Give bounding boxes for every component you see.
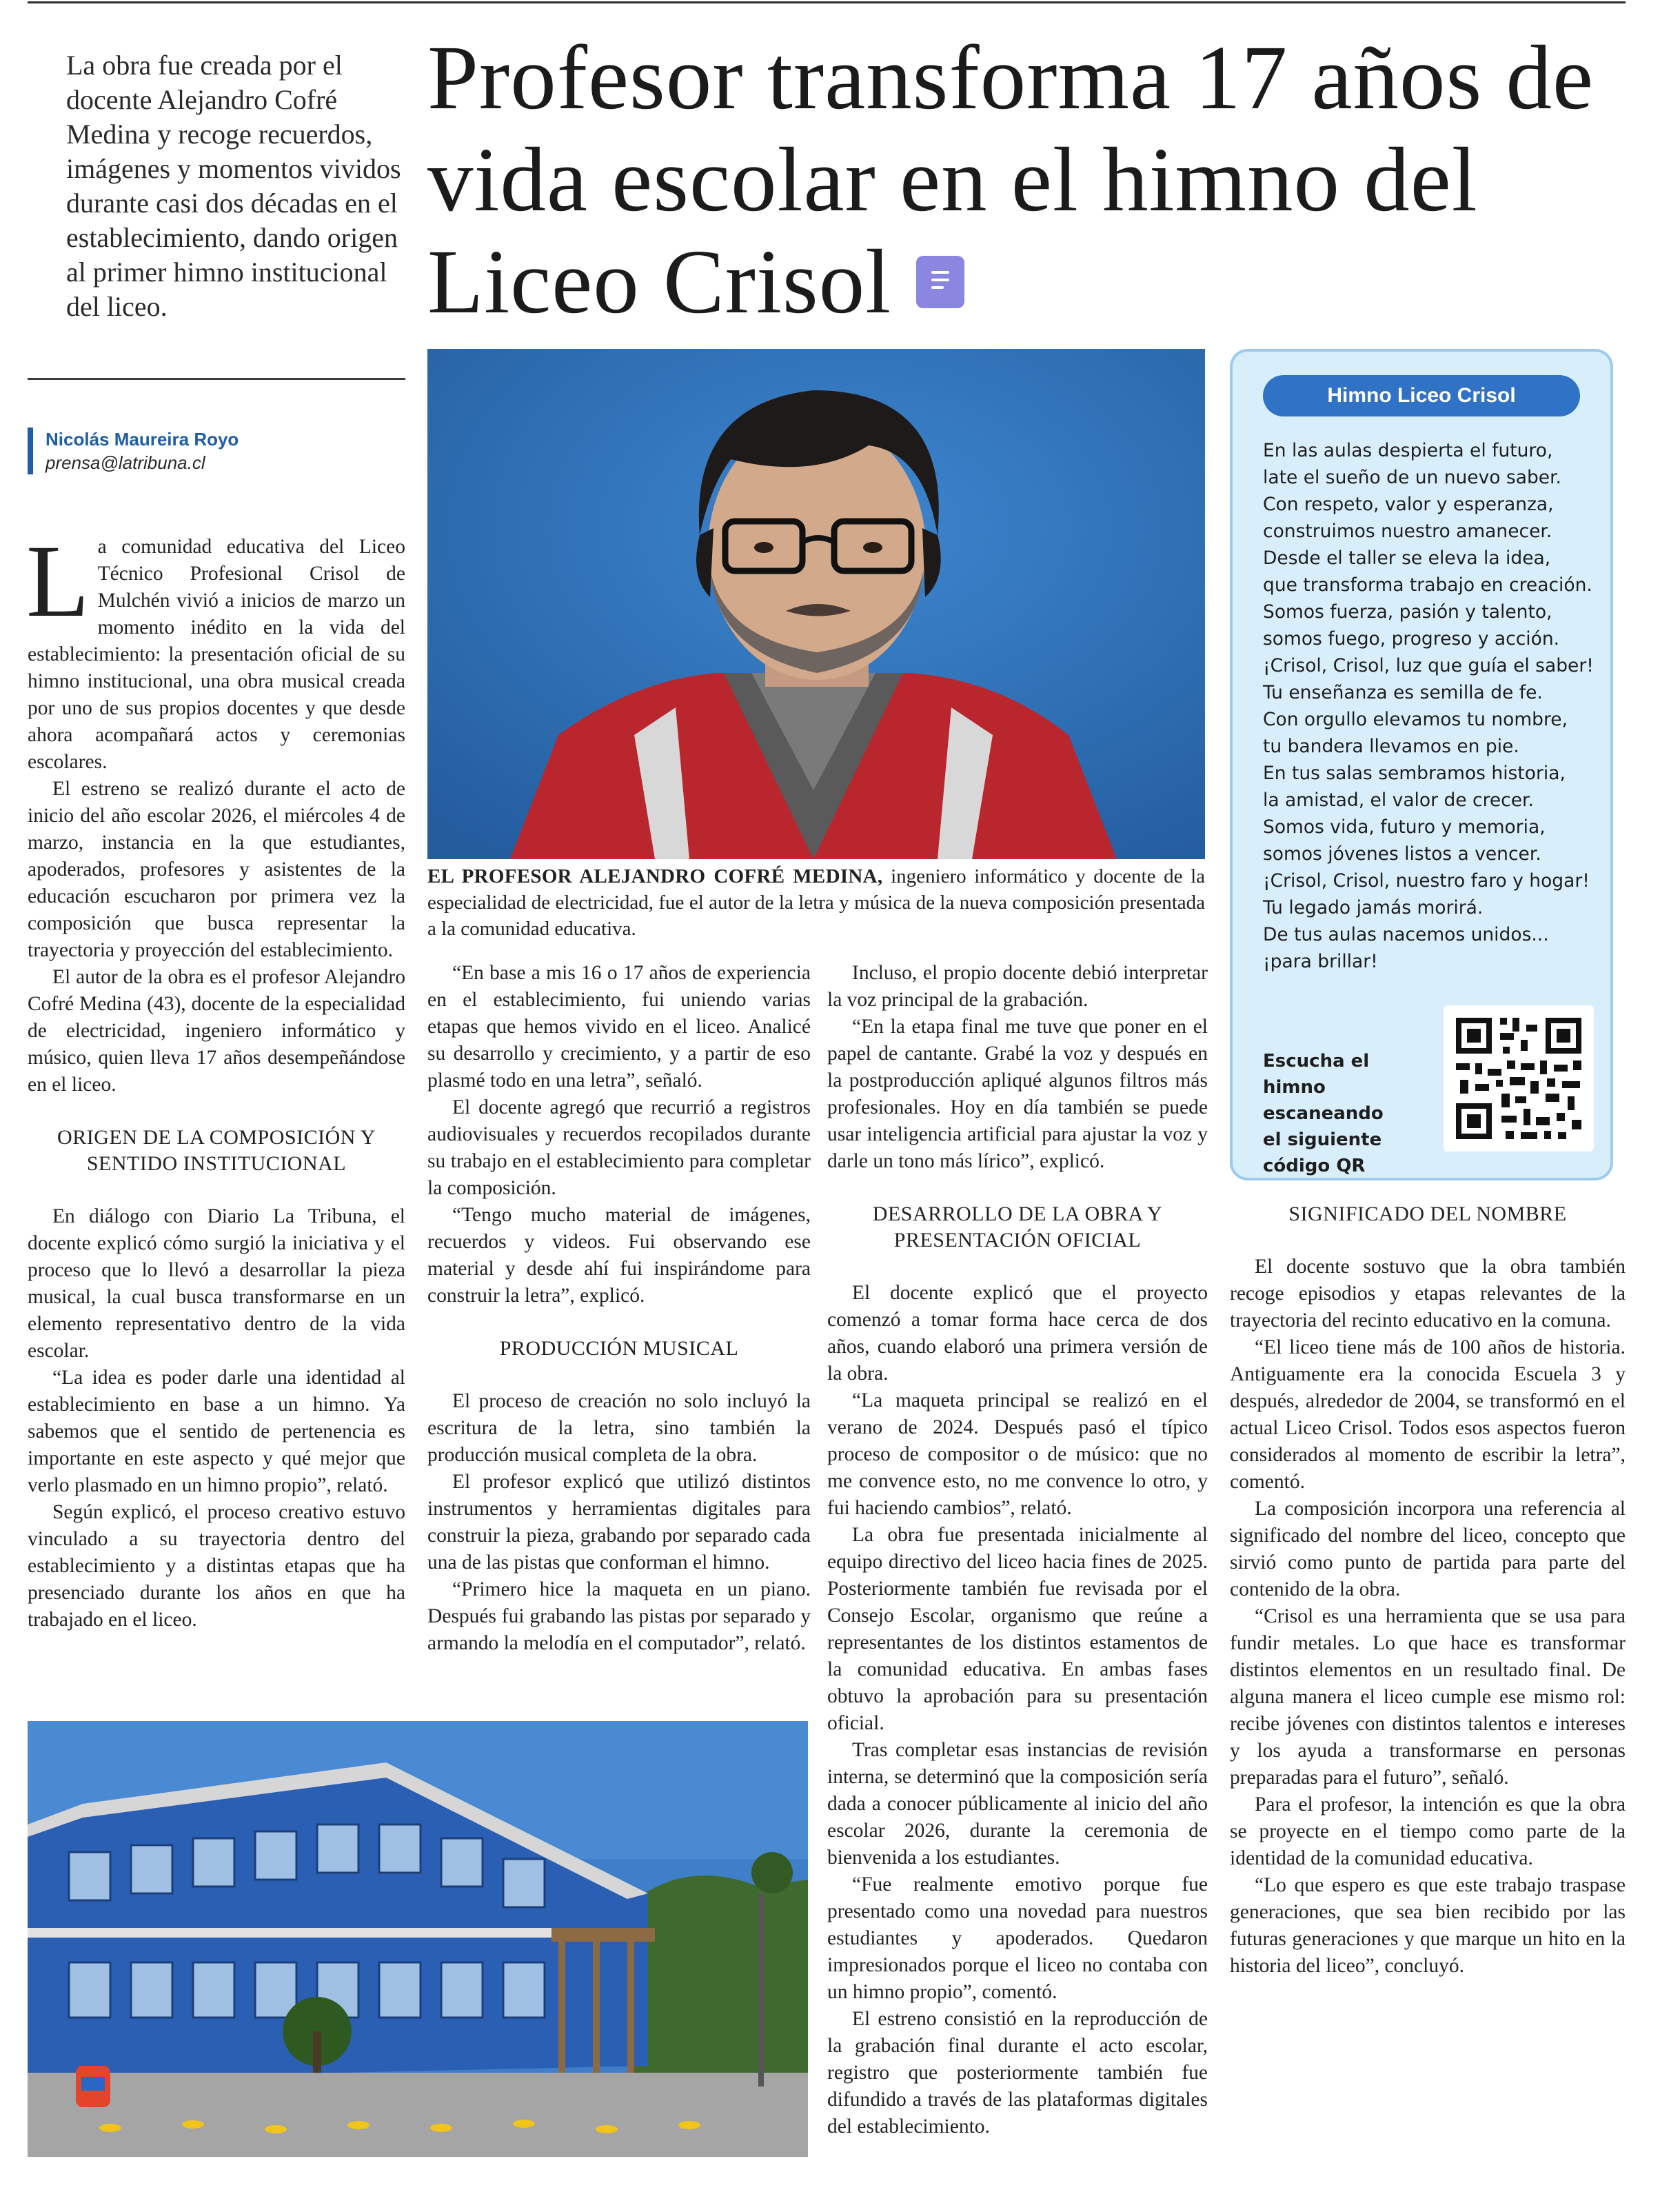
document-icon[interactable] (916, 256, 964, 308)
article-deck: La obra fue creada por el docente Alejandro Cofré Medina y recoge recuerdos, imágenes y momentos vividos durante casi dos décadas en el establecimiento, dando origen al primer himno institucional del liceo. (66, 50, 401, 322)
lead-paragraph: La comunidad educativa del Liceo Técnico Profesional Crisol de Mulchén vivió a inicios de marzo un momento inédito en la vida del establecimiento: la presentación oficial de su himno institucional, una obra musical creada por uno de sus propios docentes y que desde ahora acompañará actos y ceremonias escolares. (26, 524, 405, 773)
paragraph: El profesor explicó que utilizó distintos instrumentos y herramientas digitales para construir la pieza, grabando por separado cada una de las pistas que conforman el himno. (427, 1471, 811, 1573)
section-heading-origen: ORIGEN DE LA COMPOSICIÓN Y SENTIDO INSTITUCIONAL (57, 1126, 376, 1175)
lyric-line: Tu enseñanza es semilla de fe. (1263, 682, 1543, 703)
lyric-line: ¡para brillar! (1263, 951, 1378, 972)
lyric-line: la amistad, el valor de crecer. (1263, 790, 1534, 811)
lyric-line: ¡Crisol, Crisol, nuestro faro y hogar! (1263, 870, 1590, 892)
article-headline (427, 26, 1641, 332)
paragraph: “La idea es poder darle una identidad al establecimiento en base a un himno. Ya sabemos que el sentido de pertenencia es importante en este aspecto y qué mejor que verlo plasmado en un himno propio”, relató. (28, 1367, 405, 1496)
paragraph: El autor de la obra es el profesor Alejandro Cofré Medina (43), docente de la especialidad de electricidad, ingeniero informático y músico, quien lleva 17 años desempeñándose en el liceo. (28, 966, 405, 1096)
paragraph: “Fue realmente emotivo porque fue presentado como una novedad para nuestros estudiantes y apoderados. Quedaron impresionados porque el liceo no contaba con un himno propio”, comentó. (827, 1873, 1208, 2003)
lyric-line: construimos nuestro amanecer. (1263, 521, 1552, 542)
lyric-line: somos jóvenes listos a vencer. (1263, 843, 1541, 865)
lyric-line: Somos vida, futuro y memoria, (1263, 816, 1546, 838)
top-rule (28, 1, 1626, 3)
article-column-2 (427, 960, 811, 1657)
deck-rule (28, 378, 405, 380)
paragraph: El estreno consistió en la reproducción de la grabación final durante el acto escolar, registro que posteriormente también fue difundido a través de las plataformas digitales del establecimiento. (827, 2008, 1208, 2138)
lyric-line: somos fuego, progreso y acción. (1263, 628, 1560, 650)
headline-text: Profesor transforma 17 años de vida escolar en el himno del Liceo Crisol (427, 26, 1595, 332)
author-email[interactable]: prensa@latribuna.cl (45, 452, 205, 473)
school-building-photo (28, 1721, 808, 2157)
paragraph: “La maqueta principal se realizó en el verano de 2024. Después pasó el típico proceso de compositor o de músico: que no me convence esto, no me convence lo otro, y fui haciendo cambios”, relató. (827, 1389, 1208, 1519)
article-column-3 (827, 960, 1208, 2140)
lyric-line: ¡Crisol, Crisol, luz que guía el saber! (1263, 655, 1594, 676)
section-heading-produccion: PRODUCCIÓN MUSICAL (499, 1337, 739, 1360)
paragraph: “El liceo tiene más de 100 años de historia. Antiguamente era la conocida Escuela 3 y después, alrededor de 2004, se transformó en el actual Liceo Crisol. Todos esos aspectos fueron considerados al momento de escribir la letra”, comentó. (1230, 1336, 1626, 1493)
anthem-lyrics (1263, 437, 1598, 975)
anthem-sidebar (1230, 349, 1613, 1180)
paragraph: Para el profesor, la intención es que la obra se proyecte en el tiempo como parte de la identidad de la comunidad educativa. (1230, 1793, 1626, 1869)
paragraph: Tras completar esas instancias de revisión interna, se determinó que la composición sería dada a conocer públicamente al inicio del año escolar 2026, durante la ceremonia de bienvenida a los estudiantes. (827, 1739, 1208, 1869)
qr-code[interactable] (1444, 1005, 1594, 1152)
paragraph: “En base a mis 16 o 17 años de experiencia en el establecimiento, fui uniendo varias etapas que hemos vivido en el liceo. Analicé su desarrollo y crecimiento, y a partir de eso plasmé todo en una letra”, señaló. (427, 962, 811, 1092)
author-name: Nicolás Maureira Royo (45, 429, 239, 450)
lyric-line: En las aulas despierta el futuro, (1263, 440, 1553, 461)
caption-lead: EL PROFESOR ALEJANDRO COFRÉ MEDINA, (427, 865, 883, 887)
article-column-4 (1230, 1201, 1626, 1980)
lyric-line: Tu legado jamás morirá. (1263, 897, 1484, 918)
paragraph: El docente explicó que el proyecto comenzó a tomar forma hace cerca de dos años, cuando elaboró una primera versión de la obra. (827, 1282, 1208, 1385)
section-heading-desarrollo: DESARROLLO DE LA OBRA Y PRESENTACIÓN OFICIAL (872, 1203, 1163, 1251)
lyric-line: En tus salas sembramos historia, (1263, 763, 1566, 784)
section-heading-significado: SIGNIFICADO DEL NOMBRE (1288, 1203, 1567, 1225)
lyric-line: Con respeto, valor y esperanza, (1263, 494, 1554, 515)
paragraph: La composición incorpora una referencia al significado del nombre del liceo, concepto que sirvió como punto de partida para parte del contenido de la obra. (1230, 1498, 1626, 1600)
byline (28, 428, 239, 474)
paragraph: El docente agregó que recurrió a registros audiovisuales y recuerdos recopilados durante su trabajo en el establecimiento para completar la composición. (427, 1096, 811, 1199)
paragraph: El docente sostuvo que la obra también recoge episodios y etapas relevantes de la trayectoria del recinto educativo en la comuna. (1230, 1256, 1626, 1331)
photo-caption (427, 863, 1205, 942)
teacher-photo (427, 349, 1205, 859)
lyric-line: Somos fuerza, pasión y talento, (1263, 601, 1552, 623)
article-column-1 (26, 524, 405, 1633)
lyric-line: De tus aulas nacemos unidos... (1263, 924, 1549, 945)
paragraph: “Primero hice la maqueta en un piano. Después fui grabando las pistas por separado y armando la melodía en el computador”, relató. (427, 1578, 811, 1654)
caption-text: ingeniero informático y docente de la especialidad de electricidad, fue el autor de la letra y música de la nueva composición presentada a la comunidad educativa. (427, 865, 1206, 940)
qr-instructions: Escucha el himno escaneando el siguiente código QR (1263, 1051, 1384, 1176)
paragraph: El estreno se realizó durante el acto de inicio del año escolar 2026, el miércoles 4 de marzo, instancia en la que estudiantes, apoderados, profesores y asistentes de la educación escucharon por primera vez la composición que busca representar la trayectoria y proyección del establecimiento. (28, 778, 405, 961)
paragraph: “Lo que espero es que este trabajo traspase generaciones, que sea bien recibido por las futuras generaciones y que marque un hito en la historia del liceo”, concluyó. (1230, 1874, 1626, 1977)
paragraph: En diálogo con Diario La Tribuna, el docente explicó cómo surgió la iniciativa y el proceso que lo llevó a desarrollar la pieza musical, la cual busca transformarse en un elemento representativo dentro de la vida escolar. (28, 1205, 405, 1362)
paragraph: “Tengo mucho material de imágenes, recuerdos y videos. Fui observando ese material y desde ahí fui inspirándome para construir la letra”, explicó. (427, 1204, 811, 1307)
paragraph: La obra fue presentada inicialmente al equipo directivo del liceo hacia fines de 2025. Posteriormente también fue revisada por el Consejo Escolar, organismo que reúne a representantes de los distintos estamentos de la comunidad educativa. En ambas fases obtuvo la aprobación para su presentación oficial. (827, 1524, 1208, 1734)
sidebar-title: Himno Liceo Crisol (1263, 375, 1580, 416)
paragraph: Incluso, el propio docente debió interpretar la voz principal de la grabación. (827, 962, 1208, 1011)
paragraph: “En la etapa final me tuve que poner en el papel de cantante. Grabé la voz y después en la postproducción apliqué algunos filtros más profesionales. Hoy en día también se puede usar inteligencia artificial para ajustar la voz y darle un tono más lírico”, explicó. (827, 1016, 1208, 1172)
lyric-line: que transforma trabajo en creación. (1263, 574, 1592, 596)
lyric-line: Con orgullo elevamos tu nombre, (1263, 709, 1568, 730)
lyric-line: tu bandera llevamos en pie. (1263, 736, 1519, 757)
lyric-line: Desde el taller se eleva la idea, (1263, 547, 1551, 569)
drop-cap: L (26, 524, 90, 639)
lyric-line: late el sueño de un nuevo saber. (1263, 467, 1561, 488)
paragraph: Según explicó, el proceso creativo estuvo vinculado a su trayectoria dentro del establecimiento y a distintas etapas que ha presenciado durante los años en que ha trabajado en el liceo. (28, 1501, 405, 1631)
paragraph: El proceso de creación no solo incluyó la escritura de la letra, sino también la producción musical completa de la obra. (427, 1390, 811, 1466)
paragraph: “Crisol es una herramienta que se usa para fundir metales. Lo que hace es transformar distintos elementos en un resultado final. De alguna manera el liceo cumple ese mismo rol: recibe jóvenes con distintos talentos e intereses y los ayuda a transformarse en personas preparadas para el futuro”, señaló. (1230, 1605, 1626, 1789)
